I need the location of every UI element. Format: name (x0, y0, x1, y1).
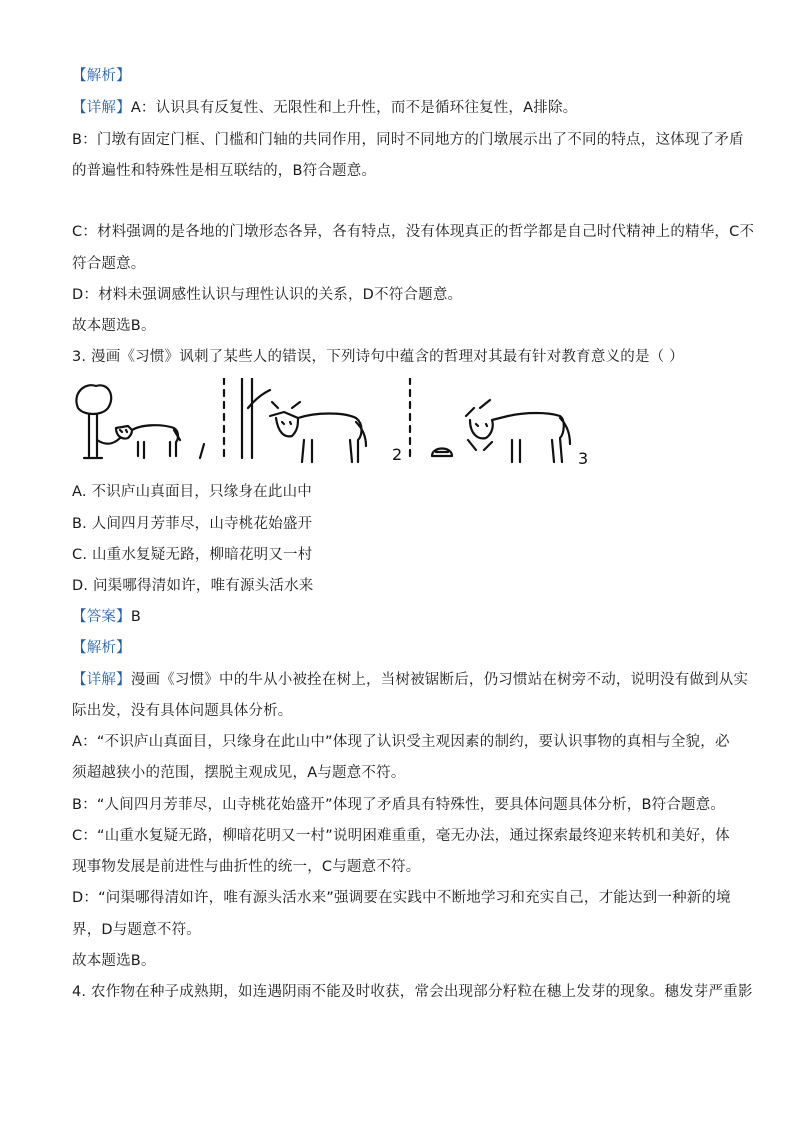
line-3: B：门墩有固定门框、门槛和门轴的共同作用，同时不同地方的门墩展示出了不同的特点，这体现了矛盾 (72, 132, 744, 148)
panel-3-number: 3 (578, 449, 589, 468)
question-4-stem: 4. 农作物在种子成熟期，如连遇阴雨不能及时收获，常会出现部分籽粒在穗上发芽的现象。穗发芽严重影 (72, 984, 753, 1000)
line-2: 【详解】A：认识具有反复性、无限性和上升性，而不是循环往复性，A排除。 (72, 100, 578, 116)
section-tag: 【解析】 (72, 640, 131, 656)
option-b: B. 人间四月芳菲尽，山寺桃花始盛开 (72, 516, 313, 532)
line-7: D：材料未强调感性认识与理性认识的关系，D不符合题意。 (72, 287, 463, 303)
line-22: 现事物发展是前进性与曲折性的统一，C与题意不符。 (72, 859, 421, 875)
line-8: 故本题选B。 (72, 318, 156, 334)
section-tag: 【详解】 (72, 100, 131, 116)
line-25: 故本题选B。 (72, 953, 156, 969)
section-tag: 【答案】 (72, 609, 131, 625)
tree-trunk (84, 414, 102, 458)
line-24: 界，D与题意不符。 (72, 922, 201, 938)
line-5: C：材料强调的是各地的门墩形态各异，各有特点，没有体现真正的哲学都是自己时代精神上的精华，C不 (72, 224, 755, 240)
line-16: 【详解】漫画《习惯》中的牛从小被拴在树上，当树被锯断后，仍习惯站在树旁不动，说明没有做到从实 (72, 672, 749, 688)
answer-line: 【答案】B (72, 609, 141, 625)
option-a: A. 不识庐山真面目，只缘身在此山中 (72, 484, 312, 500)
line-19: 须超越狭小的范围，摆脱主观成见，A与题意不符。 (72, 765, 406, 781)
rope (97, 438, 120, 444)
cartoon-panel-3 (432, 400, 570, 462)
line-1 (72, 66, 131, 86)
cut-tree-top (242, 378, 270, 458)
section-tag: 【详解】 (72, 672, 131, 688)
bull-2 (270, 402, 366, 462)
analysis-heading (72, 638, 131, 658)
question-3-stem: 3. 漫画《习惯》讽刺了某些人的错误，下列诗句中蕴含的哲理对其最有针对教育意义的是（ ） (72, 349, 684, 365)
bull-3 (466, 400, 570, 462)
line-21: C：“山重水复疑无路，柳暗花明又一村”说明困难重重，毫无办法，通过探索最终迎来转机和美好，体 (72, 828, 730, 844)
small-calf (116, 425, 180, 458)
panel-1-number-mark (200, 444, 204, 458)
section-tag: 【解析】 (72, 68, 131, 84)
cartoon-panel-1 (76, 385, 204, 458)
stump (432, 449, 452, 457)
line-23: D：“问渠哪得清如许，唯有源头活水来”强调要在实践中不断地学习和充实自己，才能达到一种新的境 (72, 890, 731, 906)
option-c: C. 山重水复疑无路，柳暗花明又一村 (72, 547, 313, 563)
line-4: 的普遍性和特殊性是相互联结的，B符合题意。 (72, 163, 377, 179)
line-17: 际出发，没有具体问题具体分析。 (72, 703, 293, 719)
cartoon-panel-2 (242, 378, 366, 462)
line-18: A：“不识庐山真面目，只缘身在此山中”体现了认识受主观因素的制约，要认识事物的真相与全貌，必 (72, 734, 730, 750)
line-20: B：“人间四月芳菲尽，山寺桃花始盛开”体现了矛盾具有特殊性，要具体问题具体分析，B符合题意。 (72, 797, 726, 813)
panel-2-number: 2 (392, 445, 403, 464)
cartoon-habit (72, 378, 612, 470)
line-6: 符合题意。 (72, 256, 146, 272)
option-d: D. 问渠哪得清如许，唯有源头活水来 (72, 578, 314, 594)
tree-crown (76, 385, 111, 414)
